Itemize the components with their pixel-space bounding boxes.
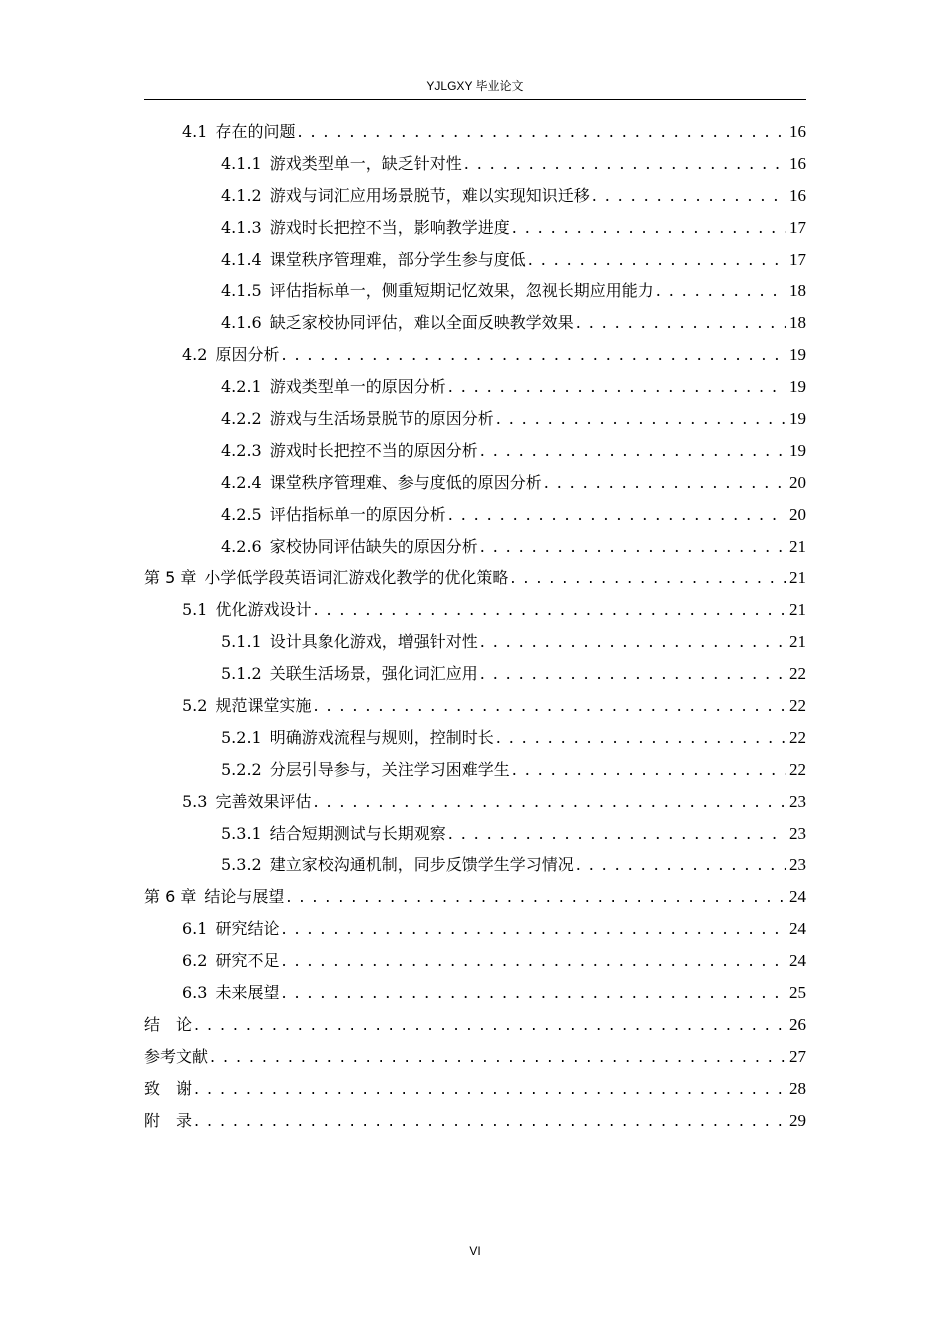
toc-entry-number: 4.2.2: [221, 409, 262, 429]
toc-dot-leader: [281, 945, 786, 977]
toc-entry[interactable]: [144, 339, 806, 371]
toc-entry-title: 结论与展望: [204, 887, 285, 907]
toc-entry-number: 5.1: [182, 600, 208, 620]
toc-entry-title: 分层引导参与，关注学习困难学生: [269, 759, 510, 779]
toc-entry-page: 28: [789, 1078, 806, 1098]
toc-entry[interactable]: [144, 786, 806, 818]
toc-entry-title: 参考文献: [144, 1046, 209, 1066]
toc-entry[interactable]: [144, 690, 806, 722]
header-divider: [144, 99, 806, 100]
toc-entry-page: 19: [789, 409, 806, 429]
toc-entry-page: 29: [789, 1110, 806, 1130]
toc-entry-page: 21: [789, 632, 806, 652]
toc-entry-number: 5.3.2: [221, 855, 262, 875]
toc-entry-number: 4.1.2: [221, 185, 262, 205]
toc-dot-leader: [464, 148, 786, 180]
toc-dot-leader: [496, 403, 786, 435]
toc-entry-title: 游戏类型单一的原因分析: [269, 377, 446, 397]
toc-dot-leader: [281, 977, 786, 1009]
toc-entry-title: 游戏与词汇应用场景脱节，难以实现知识迁移: [269, 185, 590, 205]
toc-entry-page: 19: [789, 440, 806, 460]
toc-entry-number: 5.3.1: [221, 823, 262, 843]
toc-entry-number: 6.3: [182, 983, 208, 1003]
toc-entry-page: 20: [789, 504, 806, 524]
toc-entry[interactable]: [144, 1073, 806, 1105]
toc-entry-title: 存在的问题: [215, 122, 296, 141]
toc-entry-title: 致 谢: [144, 1078, 193, 1098]
toc-entry[interactable]: [144, 754, 806, 786]
toc-entry[interactable]: [144, 116, 806, 148]
toc-entry-number: 4.2.5: [221, 504, 262, 524]
toc-dot-leader: [281, 339, 786, 371]
toc-entry[interactable]: [144, 371, 806, 403]
toc-entry-title: 研究不足: [215, 951, 280, 971]
toc-entry-page: 17: [789, 217, 806, 237]
page-number: VI: [469, 1244, 481, 1258]
page-footer: [0, 1244, 950, 1258]
toc-entry-page: 21: [789, 568, 806, 588]
toc-entry-number: 4.2.1: [221, 377, 262, 397]
header-title: YJLGXY 毕业论文: [426, 79, 524, 93]
toc-entry[interactable]: [144, 658, 806, 690]
toc-entry-number: 4.2.6: [221, 536, 262, 556]
toc-entry-page: 22: [789, 664, 806, 684]
toc-entry-title: 未来展望: [215, 983, 280, 1003]
toc-entry-number: 4.1.4: [221, 249, 262, 269]
toc-entry-number: 第 6 章: [144, 887, 197, 907]
toc-entry-page: 22: [789, 727, 806, 747]
toc-dot-leader: [480, 435, 786, 467]
page-header: [144, 78, 806, 94]
toc-dot-leader: [512, 212, 786, 244]
toc-entry-number: 4.2.3: [221, 440, 262, 460]
toc-entry[interactable]: [144, 467, 806, 499]
toc-entry[interactable]: [144, 403, 806, 435]
toc-dot-leader: [480, 626, 786, 658]
toc-entry[interactable]: [144, 818, 806, 850]
toc-entry-title: 小学低学段英语词汇游戏化教学的优化策略: [204, 568, 509, 588]
toc-entry[interactable]: [144, 945, 806, 977]
toc-entry-number: 4.1: [182, 122, 208, 141]
toc-entry-number: 5.3: [182, 791, 208, 811]
toc-entry-number: 5.2: [182, 696, 208, 716]
toc-entry-page: 20: [789, 472, 806, 492]
toc-entry-number: 第 5 章: [144, 568, 197, 588]
toc-dot-leader: [576, 307, 786, 339]
toc-entry[interactable]: [144, 435, 806, 467]
toc-entry-page: 25: [789, 983, 806, 1003]
toc-entry-title: 规范课堂实施: [215, 696, 312, 716]
toc-entry-title: 缺乏家校协同评估，难以全面反映教学效果: [269, 313, 574, 333]
toc-entry[interactable]: [144, 212, 806, 244]
toc-dot-leader: [544, 467, 786, 499]
toc-dot-leader: [512, 754, 786, 786]
toc-entry-page: 19: [789, 377, 806, 397]
toc-dot-leader: [313, 690, 786, 722]
toc-dot-leader: [510, 562, 786, 594]
toc-entry-page: 21: [789, 536, 806, 556]
toc-dot-leader: [480, 658, 786, 690]
toc-entry-page: 22: [789, 759, 806, 779]
toc-entry-page: 21: [789, 600, 806, 620]
toc-entry-title: 关联生活场景，强化词汇应用: [269, 664, 478, 684]
toc-dot-leader: [313, 594, 786, 626]
toc-entry[interactable]: [144, 626, 806, 658]
toc-entry[interactable]: [144, 1105, 806, 1137]
toc-entry[interactable]: [144, 499, 806, 531]
toc-dot-leader: [448, 499, 786, 531]
toc-entry-number: 4.1.1: [221, 153, 262, 173]
toc-entry-title: 游戏与生活场景脱节的原因分析: [269, 409, 494, 429]
toc-entry-title: 课堂秩序管理难、参与度低的原因分析: [269, 472, 542, 492]
toc-entry-page: 17: [789, 249, 806, 269]
toc-entry-page: 16: [789, 153, 806, 173]
toc-entry-page: 16: [789, 185, 806, 205]
toc-dot-leader: [297, 116, 786, 148]
toc-entry-page: 27: [789, 1046, 806, 1066]
toc-dot-leader: [281, 913, 786, 945]
toc-entry[interactable]: [144, 1009, 806, 1041]
toc-dot-leader: [576, 849, 786, 881]
toc-entry-number: 4.2.4: [221, 472, 262, 492]
toc-entry-number: 4.2: [182, 345, 208, 365]
toc-dot-leader: [194, 1073, 786, 1105]
toc-entry[interactable]: [144, 722, 806, 754]
toc-entry-title: 评估指标单一，侧重短期记忆效果，忽视长期应用能力: [269, 281, 654, 301]
toc-entry-page: 16: [789, 122, 806, 141]
table-of-contents: [144, 116, 806, 1137]
toc-dot-leader: [286, 881, 786, 913]
toc-entry-title: 家校协同评估缺失的原因分析: [269, 536, 478, 556]
toc-entry[interactable]: [144, 180, 806, 212]
toc-dot-leader: [448, 818, 786, 850]
toc-entry-number: 5.2.1: [221, 727, 262, 747]
toc-entry-title: 优化游戏设计: [215, 600, 312, 620]
toc-entry[interactable]: [144, 594, 806, 626]
toc-entry[interactable]: [144, 913, 806, 945]
toc-dot-leader: [194, 1105, 786, 1137]
toc-entry-page: 18: [789, 313, 806, 333]
toc-entry[interactable]: [144, 244, 806, 276]
toc-dot-leader: [480, 531, 786, 563]
toc-dot-leader: [313, 786, 786, 818]
toc-dot-leader: [194, 1009, 786, 1041]
toc-entry-page: 24: [789, 887, 806, 907]
toc-entry-number: 5.1.1: [221, 632, 262, 652]
toc-entry-page: 23: [789, 791, 806, 811]
toc-entry-title: 完善效果评估: [215, 791, 312, 811]
toc-entry[interactable]: [144, 275, 806, 307]
toc-entry-number: 4.1.5: [221, 281, 262, 301]
toc-entry-number: 5.1.2: [221, 664, 262, 684]
toc-entry-number: 5.2.2: [221, 759, 262, 779]
toc-entry-title: 设计具象化游戏，增强针对性: [269, 632, 478, 652]
toc-entry[interactable]: [144, 1041, 806, 1073]
toc-entry-number: 4.1.6: [221, 313, 262, 333]
toc-entry-page: 24: [789, 919, 806, 939]
toc-entry-title: 结 论: [144, 1014, 193, 1034]
toc-entry-title: 建立家校沟通机制，同步反馈学生学习情况: [269, 855, 574, 875]
toc-entry-title: 游戏时长把控不当，影响教学进度: [269, 217, 510, 237]
toc-dot-leader: [496, 722, 786, 754]
toc-entry-number: 6.1: [182, 919, 208, 939]
toc-entry-title: 游戏时长把控不当的原因分析: [269, 440, 478, 460]
toc-entry[interactable]: [144, 881, 806, 913]
toc-entry[interactable]: [144, 849, 806, 881]
toc-entry-title: 游戏类型单一，缺乏针对性: [269, 153, 462, 173]
toc-entry-title: 附 录: [144, 1110, 193, 1130]
toc-entry-title: 明确游戏流程与规则，控制时长: [269, 727, 494, 747]
toc-entry-page: 24: [789, 951, 806, 971]
toc-dot-leader: [528, 244, 786, 276]
toc-entry[interactable]: [144, 562, 806, 594]
toc-entry[interactable]: [144, 977, 806, 1009]
toc-entry-title: 结合短期测试与长期观察: [269, 823, 446, 843]
toc-entry[interactable]: [144, 307, 806, 339]
toc-entry-title: 课堂秩序管理难，部分学生参与度低: [269, 249, 526, 269]
toc-entry-title: 研究结论: [215, 919, 280, 939]
toc-entry-page: 23: [789, 855, 806, 875]
toc-entry[interactable]: [144, 531, 806, 563]
toc-entry-title: 原因分析: [215, 345, 280, 365]
toc-entry-page: 19: [789, 345, 806, 365]
toc-entry-number: 6.2: [182, 951, 208, 971]
toc-entry[interactable]: [144, 148, 806, 180]
toc-entry-number: 4.1.3: [221, 217, 262, 237]
toc-entry-title: 评估指标单一的原因分析: [269, 504, 446, 524]
toc-entry-page: 26: [789, 1014, 806, 1034]
toc-entry-page: 18: [789, 281, 806, 301]
toc-dot-leader: [210, 1041, 786, 1073]
toc-entry-page: 23: [789, 823, 806, 843]
toc-dot-leader: [448, 371, 786, 403]
toc-dot-leader: [656, 275, 786, 307]
toc-entry-page: 22: [789, 696, 806, 716]
toc-dot-leader: [592, 180, 786, 212]
